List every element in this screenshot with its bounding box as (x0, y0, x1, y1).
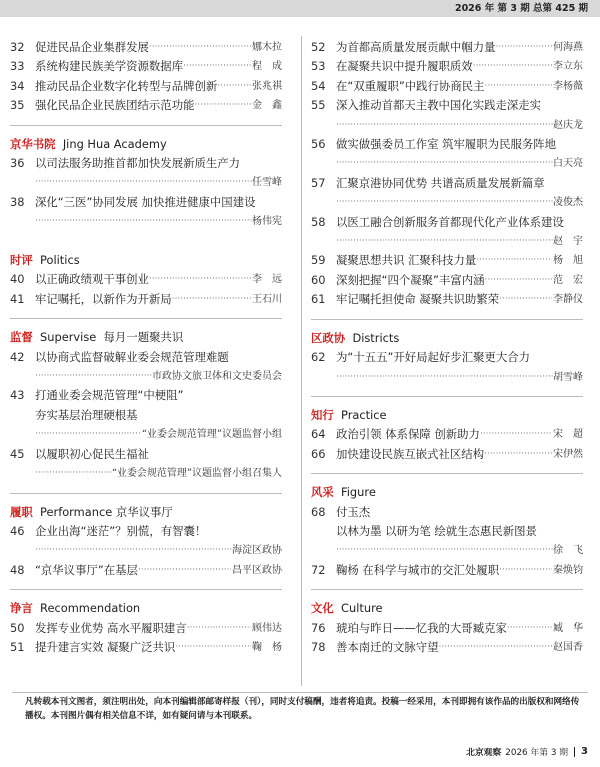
author: 杨 旭 (553, 255, 583, 267)
page-number: 51 (10, 639, 25, 654)
article-title: 加快建设民族互嵌式社区结构 (336, 446, 485, 461)
article-title: 打通业委会规范管理“中梗阻” (35, 388, 184, 403)
author: 王石川 (252, 293, 282, 305)
page-number: 76 (311, 620, 326, 635)
article-title: 深化“三医”协同发展 加快推进健康中国建设 (35, 194, 256, 209)
section-rule (10, 589, 282, 590)
section-heading-districts: 区政协 Districts (311, 330, 400, 345)
article-title: 政治引领 体系保障 创新助力 (336, 427, 480, 442)
article-title: “京华议事厅”在基层 (35, 562, 138, 577)
toc-entry[interactable] (311, 174, 583, 193)
toc-entry[interactable] (311, 445, 583, 464)
author: 市政协文旅卫体和文史委员会 (152, 371, 282, 383)
article-title: 汇聚京港协同优势 共谱高质量发展新篇章 (336, 175, 545, 190)
section-rule (311, 473, 583, 474)
magazine-name: 北京观察 (466, 748, 502, 758)
copyright-notice: 凡转载本刊文图者，须注明出处，向本刊编辑部邮寄样报（刊），同时支付稿酬，违者将追责。投稿一经采用，本刊即拥有该作品的出版权和网络传播权。本刊图片偶有相关信息不详，如有疑问请与本刊联系。 (25, 697, 580, 722)
article-title: 以医工融合创新服务首都现代化产业体系建设 (336, 214, 564, 229)
toc-entry[interactable] (10, 77, 282, 96)
author: 张兆祺 (252, 80, 282, 92)
article-title: 以履职初心促民生福祉 (35, 446, 149, 461)
article-title: 凝聚思想共识 汇聚科技力量 (336, 253, 477, 268)
section-rule (10, 125, 282, 126)
page-number-footer: 3 (581, 746, 588, 757)
issue-label: 2026 年 第 3 期 总第 425 期 (454, 3, 588, 14)
page-number: 68 (311, 504, 326, 519)
toc-entry[interactable] (311, 619, 583, 638)
article-title: 推动民品企业数字化转型与品牌创新 (35, 78, 218, 93)
toc-entry[interactable] (10, 38, 282, 57)
article-title: 为首都高质量发展贡献中帼力量 (336, 40, 496, 54)
page-number: 64 (311, 427, 326, 442)
author: 鞠 杨 (252, 641, 282, 653)
section-heading-practice: 知行 Practice (311, 407, 387, 422)
author: 范 宏 (553, 274, 583, 286)
toc-entry[interactable] (311, 638, 583, 657)
page-number: 60 (311, 272, 326, 287)
article-title: 为“十五五”开好局起好步汇聚更大合力 (336, 350, 531, 365)
toc-entry[interactable] (311, 425, 583, 444)
author: 李立东 (553, 61, 583, 73)
page-number: 34 (10, 78, 25, 93)
page-number: 57 (311, 175, 326, 190)
toc-entry[interactable] (311, 77, 583, 96)
author: 李杨薇 (553, 80, 583, 92)
section-heading-academy: 京华书院 Jing Hua Academy (10, 136, 167, 151)
page-number: 36 (10, 156, 25, 171)
page-number: 33 (10, 59, 25, 74)
page-number: 58 (311, 214, 326, 229)
author: 白天亮 (553, 158, 583, 170)
footer-separator (574, 747, 575, 757)
toc-entry[interactable] (311, 135, 583, 154)
author: 顾伟达 (252, 622, 282, 634)
section-rule (311, 589, 583, 590)
section-heading-figure: 风采 Figure (311, 485, 376, 500)
section-heading-recommendation: 诤言 Recommendation (10, 601, 141, 616)
section-heading-culture: 文化 Culture (311, 601, 383, 616)
article-title: 在凝聚共识中提升履职质效 (336, 59, 473, 74)
page-number: 46 (10, 523, 25, 538)
article-title: 以协商式监督破解业委会规范管理难题 (35, 349, 229, 364)
article-title: 深入推动首都天主教中国化实践走深走实 (336, 98, 542, 113)
toc-entry[interactable] (10, 270, 282, 289)
page-number: 59 (311, 253, 326, 268)
toc-entry[interactable] (311, 213, 583, 232)
page-number: 56 (311, 137, 326, 152)
author: 赵庆龙 (553, 119, 583, 131)
section-rule (10, 493, 282, 494)
page-number: 78 (311, 639, 326, 654)
page-number: 72 (311, 562, 326, 577)
toc-entry[interactable] (10, 348, 282, 367)
page-number: 43 (10, 388, 25, 403)
toc-entry[interactable] (311, 348, 583, 367)
author: 海淀区政协 (232, 545, 282, 557)
page-number: 53 (311, 59, 326, 74)
page-number: 66 (311, 446, 326, 461)
author: 杨伟宪 (252, 216, 282, 228)
toc-entry[interactable] (10, 57, 282, 76)
article-title: 强化民品企业民族团结示范功能 (35, 98, 195, 113)
article-title: 做实做强委员工作室 筑牢履职为民服务阵地 (336, 137, 557, 152)
left-column (10, 38, 282, 657)
article-title: 以林为墨 以研为笔 绘就生态惠民新图景 (336, 523, 537, 538)
article-title: 鞠杨 在科学与城市的交汇处履职 (336, 562, 500, 577)
author: 李静仪 (553, 294, 583, 306)
toc-entry[interactable] (10, 445, 282, 464)
article-title: 深刻把握“四个凝聚”丰富内涵 (336, 272, 485, 287)
header-bar (0, 0, 600, 17)
author: 何海燕 (553, 42, 583, 53)
article-title: 促进民品企业集群发展 (35, 40, 149, 54)
page-number: 54 (311, 78, 326, 93)
author: 娜木拉 (252, 42, 282, 53)
toc-entry[interactable] (311, 96, 583, 115)
article-title: 在“双重履职”中践行协商民主 (336, 78, 485, 93)
author: 李 远 (252, 274, 282, 286)
author: 徐 飞 (553, 545, 583, 557)
section-heading-politics: 时评 Politics (10, 253, 80, 268)
author: 赵 宇 (553, 236, 583, 248)
page-number: 45 (10, 446, 25, 461)
page-number: 42 (10, 349, 25, 364)
page-number: 32 (10, 40, 25, 54)
article-title: 系统构建民族美学资源数据库 (35, 59, 184, 74)
toc-entry[interactable] (10, 193, 282, 212)
toc-entry[interactable] (311, 290, 583, 309)
section-rule (311, 319, 583, 320)
author: 秦焕钧 (553, 564, 583, 576)
author: 赵国香 (553, 641, 583, 653)
author: 胡雪峰 (553, 371, 583, 383)
article-title: 善本南迁的文脉守望 (336, 639, 439, 654)
article-title: 牢记嘱托，以新作为开新局 (35, 291, 172, 306)
author: 金 鑫 (252, 100, 282, 112)
author: 凌俊杰 (553, 197, 583, 209)
page-number: 35 (10, 98, 25, 113)
author: “业委会规范管理”议题监督小组召集人 (111, 468, 282, 480)
author: 臧 华 (553, 622, 583, 634)
page-number: 40 (10, 272, 25, 287)
toc-entry[interactable] (10, 386, 282, 405)
toc-entry[interactable] (311, 251, 583, 270)
author: 宋 超 (553, 429, 583, 441)
page-number: 41 (10, 291, 25, 306)
author: 任雪峰 (252, 177, 282, 189)
toc-entry[interactable] (311, 271, 583, 290)
article-title: 发挥专业优势 高水平履职建言 (35, 620, 187, 635)
toc-entry[interactable] (10, 561, 282, 580)
toc-entry[interactable] (311, 38, 583, 57)
toc-entry[interactable] (10, 290, 282, 309)
column-divider (301, 36, 302, 686)
toc-entry[interactable] (10, 638, 282, 657)
page-number: 50 (10, 620, 25, 635)
footer-issue: 2026 年第 3 期 (505, 748, 569, 758)
page-footer (466, 745, 588, 758)
page-number: 62 (311, 350, 326, 365)
footer-rule (12, 692, 588, 693)
author: 昌平区政协 (232, 564, 282, 576)
toc-entry[interactable] (10, 619, 282, 638)
toc-entry[interactable] (311, 503, 583, 522)
article-title: 付玉杰 (336, 504, 371, 519)
section-rule (311, 396, 583, 397)
toc-entry[interactable] (311, 561, 583, 580)
page-number: 55 (311, 98, 326, 113)
page-number: 48 (10, 562, 25, 577)
author: “业委会规范管理”议题监督小组 (141, 429, 282, 441)
page-number: 61 (311, 292, 326, 307)
article-title: 琥珀与昨日——忆我的大哥臧克家 (336, 620, 507, 635)
page-number: 52 (311, 40, 326, 54)
article-title: 以正确政绩观干事创业 (35, 272, 149, 287)
section-heading-supervise: 监督 Supervise 每月一题聚共识 (10, 330, 184, 345)
section-rule (10, 318, 282, 319)
article-title: 夯实基层治理硬根基 (35, 407, 138, 422)
article-title: 企业出海“迷茫”？别慌，有智囊！ (35, 523, 207, 538)
author: 程 成 (252, 61, 282, 73)
page-number: 38 (10, 194, 25, 209)
toc-entry[interactable] (10, 522, 282, 541)
article-title: 牢记嘱托担使命 凝聚共识助繁荣 (336, 292, 500, 307)
author: 宋伊然 (553, 448, 583, 460)
right-column (311, 38, 583, 657)
toc-entry[interactable] (311, 57, 583, 76)
article-title: 提升建言实效 凝聚广泛共识 (35, 639, 176, 654)
toc-entry[interactable] (10, 154, 282, 173)
toc-entry[interactable] (10, 96, 282, 115)
section-heading-performance: 履职 Performance 京华议事厅 (10, 504, 173, 519)
article-title: 以司法服务助推首都加快发展新质生产力 (35, 156, 241, 171)
